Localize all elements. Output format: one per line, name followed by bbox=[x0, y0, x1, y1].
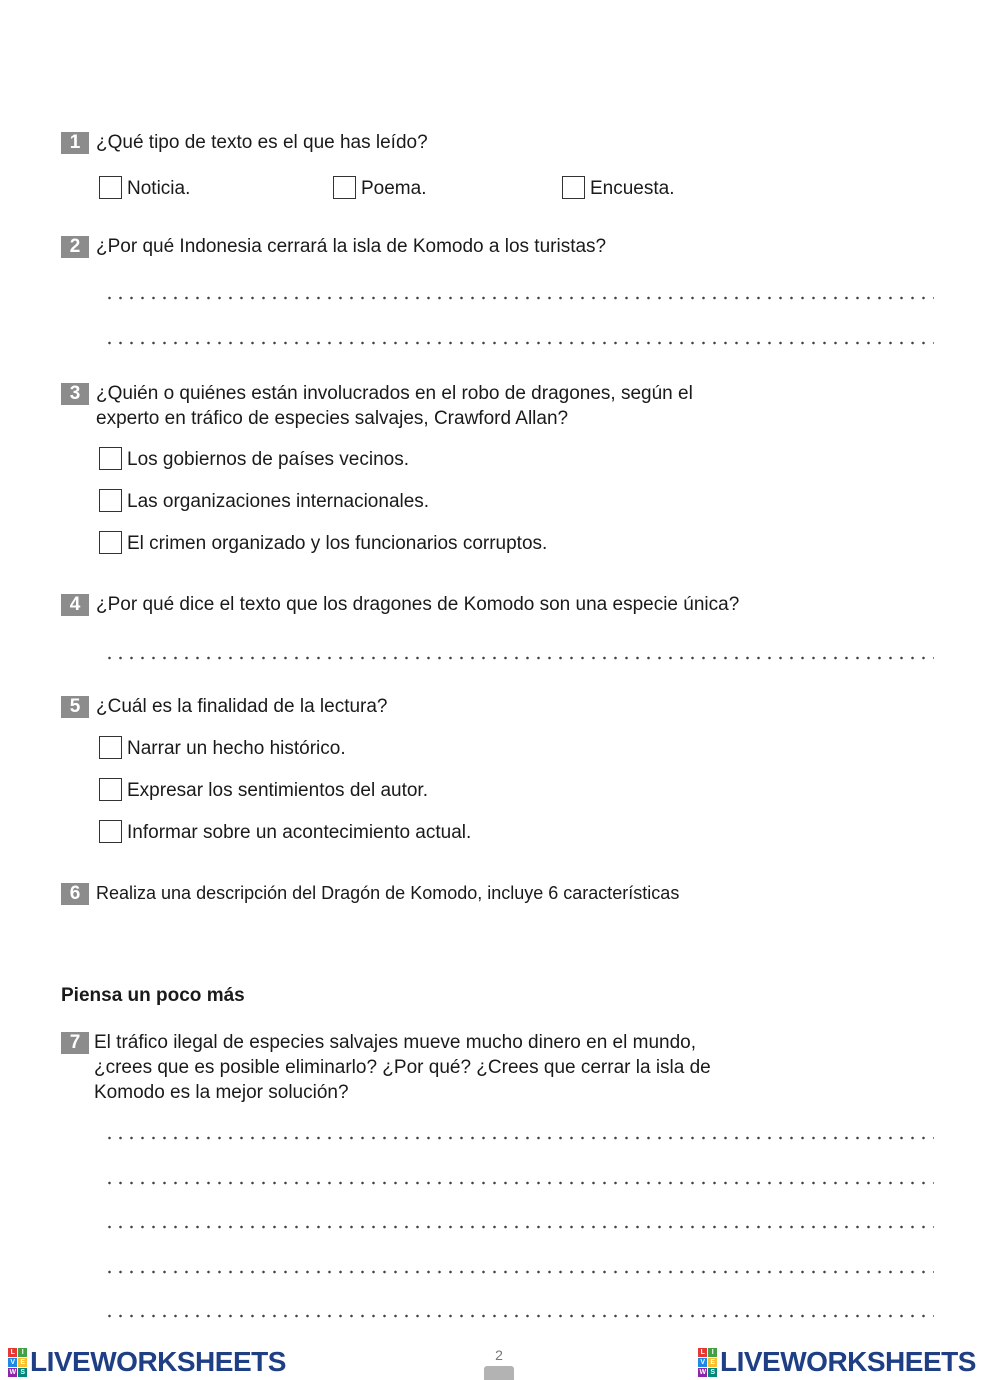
page-number: 2 bbox=[495, 1347, 503, 1363]
logo-mark-letter: L bbox=[8, 1348, 17, 1357]
q1-option-1-label: Noticia. bbox=[127, 178, 191, 199]
q3-option-1-checkbox[interactable] bbox=[99, 447, 122, 470]
question-3-text-line-1: ¿Quién o quiénes están involucrados en el robo de dragones, según el bbox=[96, 383, 693, 404]
q1-option-2-checkbox[interactable] bbox=[333, 176, 356, 199]
q5-option-1-label: Narrar un hecho histórico. bbox=[127, 738, 346, 759]
logo-mark-icon bbox=[698, 1348, 717, 1377]
q1-option-3-checkbox[interactable] bbox=[562, 176, 585, 199]
logo-text: LIVEWORKSHEETS bbox=[720, 1346, 976, 1377]
q4-answer-line-1[interactable] bbox=[104, 656, 934, 660]
question-5-number: 5 bbox=[61, 696, 89, 718]
logo-mark-letter: I bbox=[708, 1348, 717, 1357]
logo-mark-icon bbox=[8, 1348, 27, 1377]
logo-mark-letter: S bbox=[708, 1368, 717, 1377]
question-7-text-line-1: El tráfico ilegal de especies salvajes mueve mucho dinero en el mundo, bbox=[94, 1032, 696, 1053]
logo-mark-letter: W bbox=[699, 1368, 706, 1376]
question-3-number: 3 bbox=[61, 383, 89, 405]
logo-mark-letter: V bbox=[698, 1358, 707, 1367]
question-7-number: 7 bbox=[61, 1032, 89, 1054]
q7-answer-line-4[interactable] bbox=[104, 1270, 934, 1274]
q3-option-2-checkbox[interactable] bbox=[99, 489, 122, 512]
question-4-number: 4 bbox=[61, 594, 89, 616]
liveworksheets-logo-right[interactable] bbox=[698, 1346, 976, 1378]
q1-option-1-checkbox[interactable] bbox=[99, 176, 122, 199]
question-7-text-line-2: ¿crees que es posible eliminarlo? ¿Por qué? ¿Crees que cerrar la isla de bbox=[94, 1057, 711, 1078]
q5-option-1-checkbox[interactable] bbox=[99, 736, 122, 759]
q3-option-1-label: Los gobiernos de países vecinos. bbox=[127, 449, 410, 470]
q5-option-3-checkbox[interactable] bbox=[99, 820, 122, 843]
q3-option-3-label: El crimen organizado y los funcionarios corruptos. bbox=[127, 533, 548, 554]
q7-answer-line-5[interactable] bbox=[104, 1314, 934, 1318]
q5-option-2-label: Expresar los sentimientos del autor. bbox=[127, 780, 428, 801]
question-6-text: Realiza una descripción del Dragón de Komodo, incluye 6 características bbox=[96, 883, 680, 903]
page-tab bbox=[484, 1366, 514, 1380]
q2-answer-line-1[interactable] bbox=[104, 296, 934, 300]
logo-mark-letter: E bbox=[708, 1358, 717, 1367]
logo-text: LIVEWORKSHEETS bbox=[30, 1346, 286, 1377]
q3-option-3-checkbox[interactable] bbox=[99, 531, 122, 554]
logo-mark-letter: E bbox=[18, 1358, 27, 1367]
logo-mark-letter: W bbox=[9, 1368, 16, 1376]
question-1-number: 1 bbox=[61, 132, 89, 154]
question-7-text-line-3: Komodo es la mejor solución? bbox=[94, 1082, 349, 1103]
q7-answer-line-2[interactable] bbox=[104, 1181, 934, 1185]
question-3-text-line-2: experto en tráfico de especies salvajes, Crawford Allan? bbox=[96, 408, 569, 429]
q5-option-2-checkbox[interactable] bbox=[99, 778, 122, 801]
q1-option-2-label: Poema. bbox=[361, 178, 427, 199]
q7-answer-line-3[interactable] bbox=[104, 1225, 934, 1229]
q7-answer-line-1[interactable] bbox=[104, 1136, 934, 1140]
question-6-number: 6 bbox=[61, 883, 89, 905]
question-5-text: ¿Cuál es la finalidad de la lectura? bbox=[96, 696, 388, 717]
logo-mark-letter: V bbox=[8, 1358, 17, 1367]
logo-mark-letter: I bbox=[18, 1348, 27, 1357]
question-2-number: 2 bbox=[61, 236, 89, 258]
logo-mark-letter: S bbox=[18, 1368, 27, 1377]
question-2-text: ¿Por qué Indonesia cerrará la isla de Komodo a los turistas? bbox=[96, 236, 607, 257]
q2-answer-line-2[interactable] bbox=[104, 341, 934, 345]
question-4-text: ¿Por qué dice el texto que los dragones de Komodo son una especie única? bbox=[96, 594, 740, 615]
q3-option-2-label: Las organizaciones internacionales. bbox=[127, 491, 430, 512]
q1-option-3-label: Encuesta. bbox=[590, 178, 675, 199]
logo-mark-letter: L bbox=[698, 1348, 707, 1357]
q5-option-3-label: Informar sobre un acontecimiento actual. bbox=[127, 822, 472, 843]
section-title: Piensa un poco más bbox=[61, 985, 245, 1006]
question-1-text: ¿Qué tipo de texto es el que has leído? bbox=[96, 132, 428, 153]
liveworksheets-logo-left[interactable] bbox=[8, 1346, 286, 1378]
